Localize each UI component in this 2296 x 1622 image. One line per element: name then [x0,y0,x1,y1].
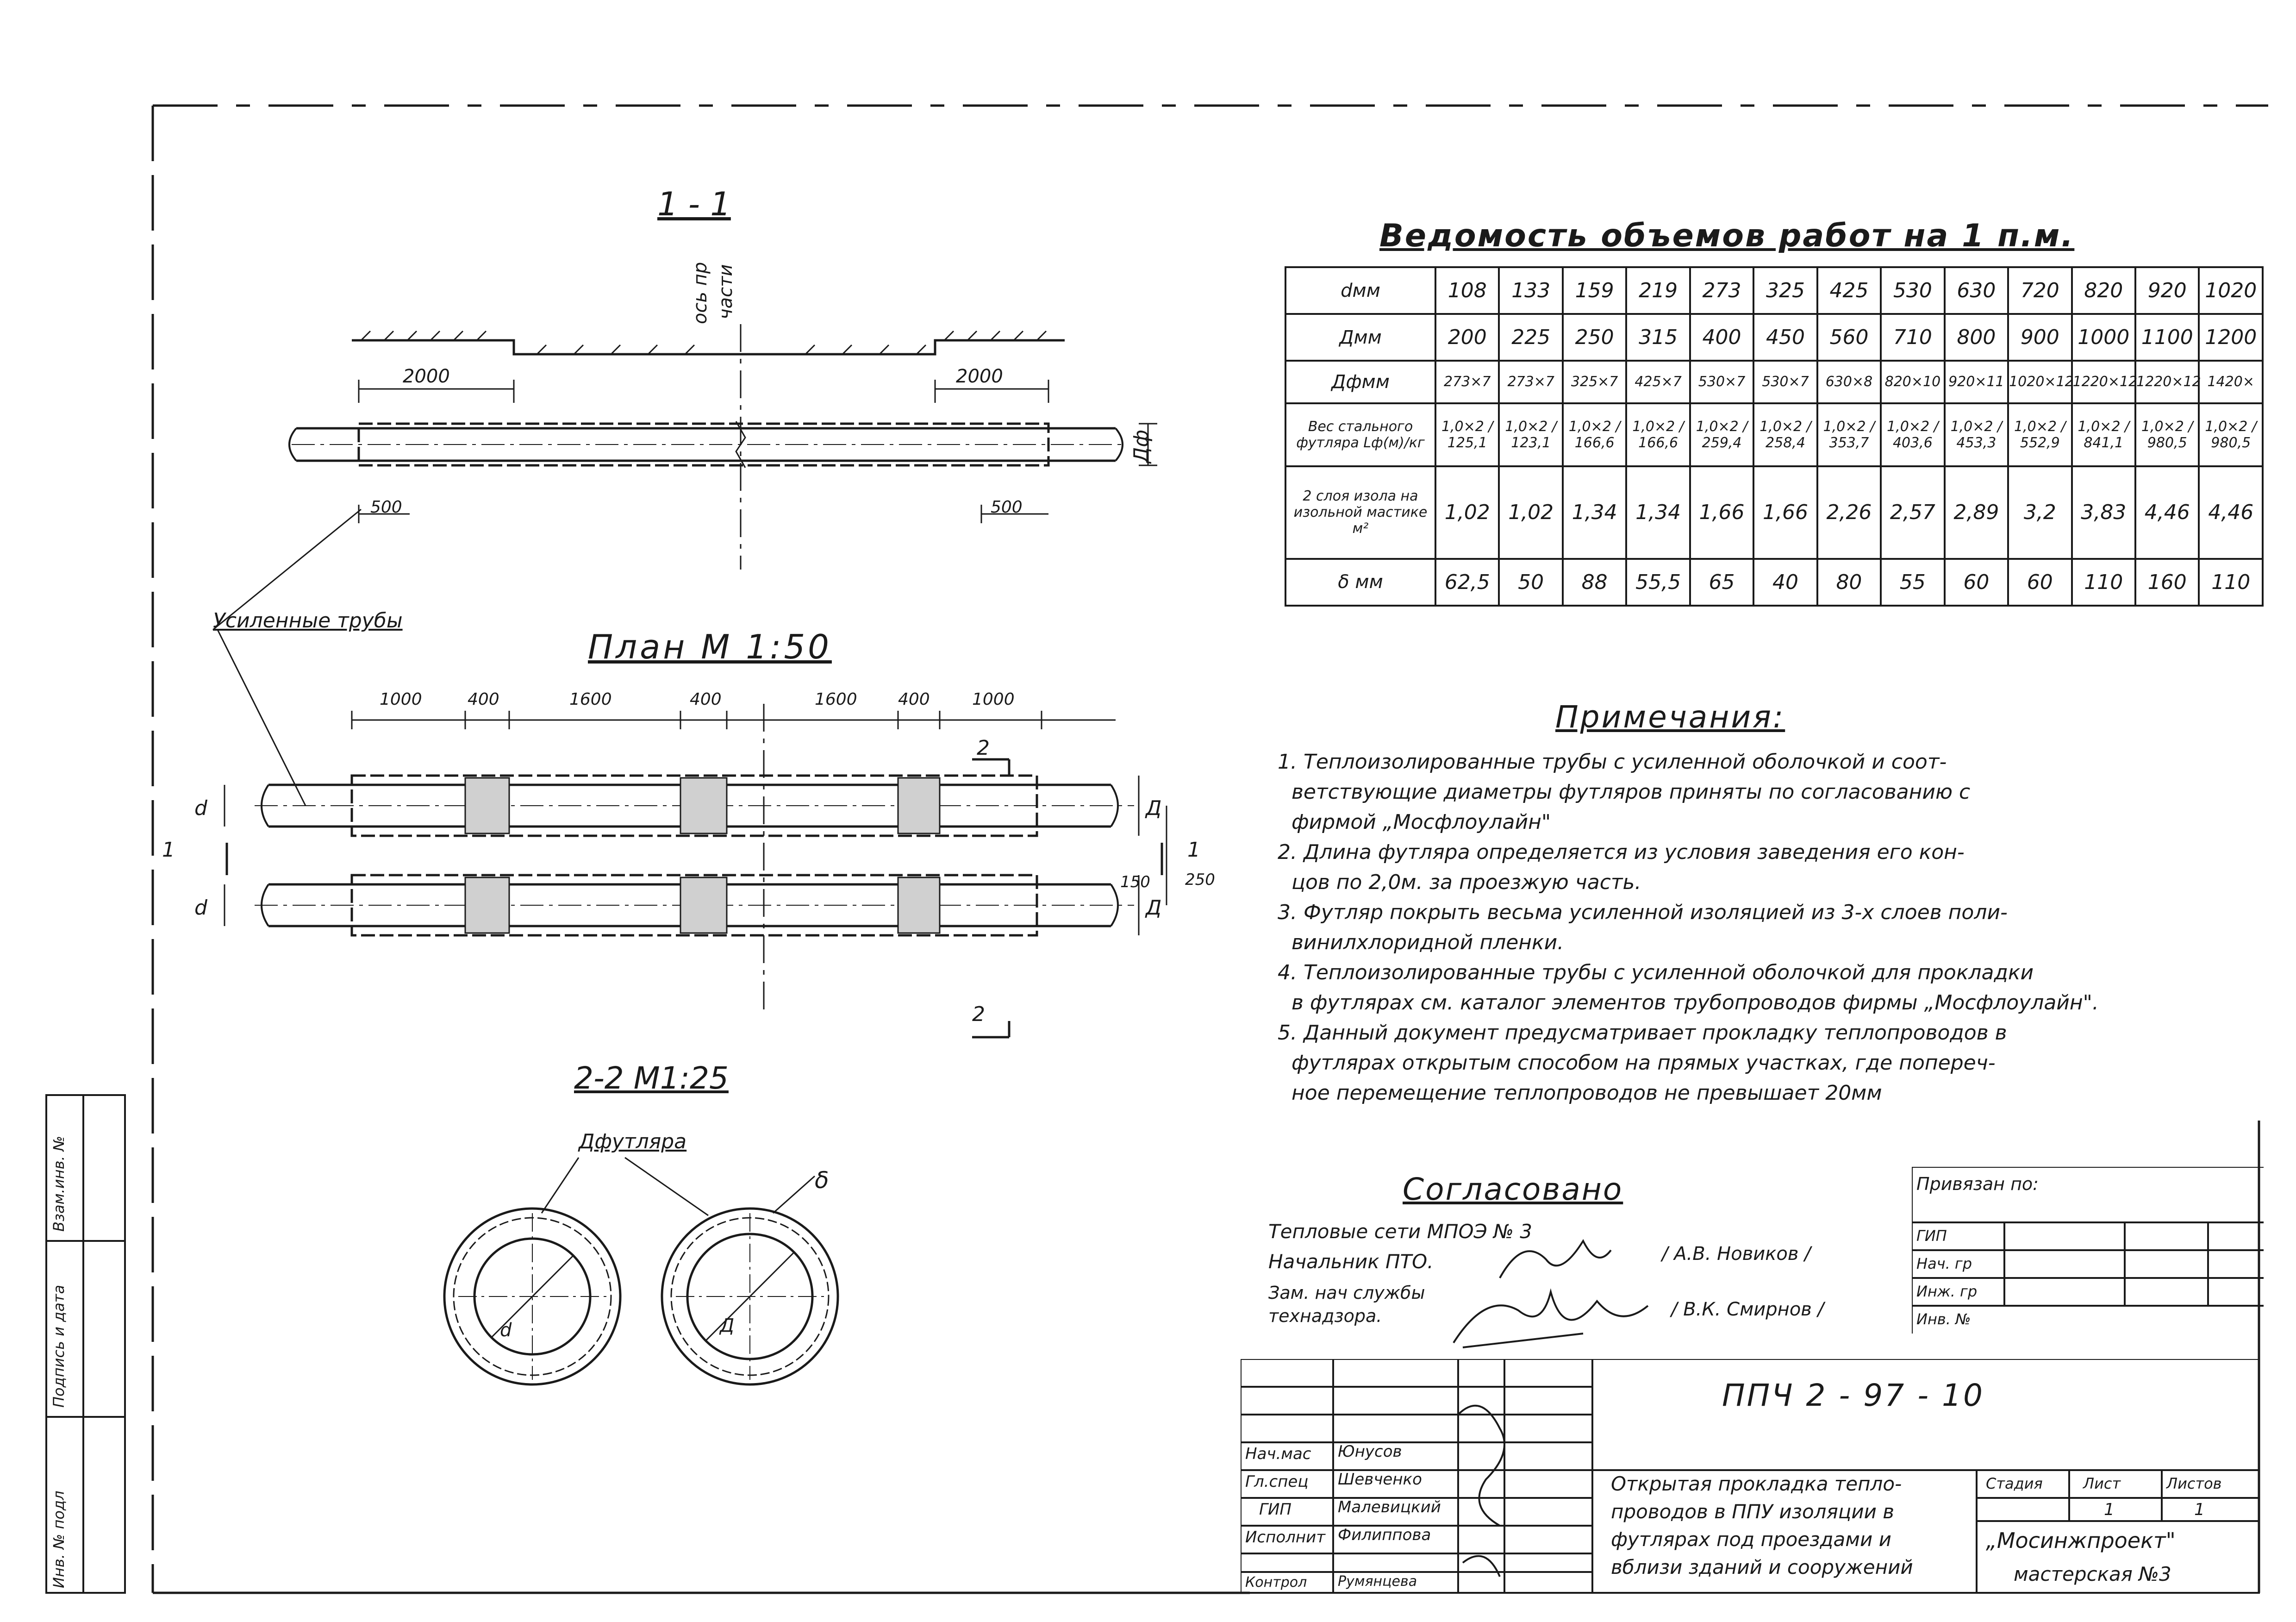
approval-name-2: / В.К. Смирнов / [1671,1299,1824,1320]
table-cell: 55,5 [1626,559,1690,606]
reinforced-pipes-label: Усиленные трубы [213,609,403,633]
person-role: ГИП [1259,1500,1292,1519]
table-cell: 200 [1435,314,1499,361]
table-cell: 1,66 [1753,466,1817,559]
description-line: проводов в ППУ изоляции в [1611,1500,1895,1523]
table-cell: 820×10 [1881,361,1944,403]
binding-title: Привязан по: [1916,1174,2039,1194]
table-cell: 1,0×2 / 552,9 [2008,403,2071,466]
plan-label-D-bottom: Д [1146,896,1162,920]
table-cell: 55 [1881,559,1944,606]
dim-d-f: Дф [1129,430,1153,463]
table-cell: 400 [1690,314,1753,361]
sheet-label: Лист [2083,1475,2121,1492]
table-cell: 1020×12 [2008,361,2071,403]
table-cell: 920 [2135,267,2199,314]
table-cell: 1220×12 [2072,361,2135,403]
plan-dim-250: 250 [1185,870,1215,889]
row-header: 2 слоя изола на изольной мастике м² [1285,466,1435,559]
table-cell: 1,0×2 / 258,4 [1753,403,1817,466]
note-line: 3. Футляр покрыть весьма усиленной изоляцией из 3-х слоев поли- [1278,901,2008,924]
table-cell: 273×7 [1499,361,1562,403]
table-cell: 450 [1753,314,1817,361]
table-cell: 110 [2072,559,2135,606]
binding-row: ГИП [1916,1227,1947,1245]
sheets-value: 1 [2194,1500,2205,1519]
side-stamp-col2: Подпись и дата [50,1284,68,1408]
table-cell: 3,2 [2008,466,2071,559]
dim-500-right: 500 [991,498,1023,517]
approval-org: Тепловые сети МПОЭ № 3 [1268,1220,1532,1243]
table-cell: 1200 [2199,314,2263,361]
plan-label-d-top: d [194,796,207,820]
plan-dim-5: 1600 [815,690,857,709]
plan-dim-6: 400 [898,690,930,709]
plan-drawing [208,685,1204,1046]
table-cell: 60 [2008,559,2071,606]
person-name: Малевицкий [1338,1498,1441,1516]
table-cell: 530×7 [1690,361,1753,403]
axis-label: ось пр [690,262,711,324]
plan-label-d-bottom: d [194,896,207,920]
approval-role-2b: технадзора. [1268,1306,1382,1326]
binding-row: Инж. гр [1916,1283,1978,1300]
approval-name-1: / А.В. Новиков / [1662,1243,1811,1265]
note-line: 5. Данный документ предусматривает прокладку теплопроводов в [1278,1021,2007,1045]
table-cell: 62,5 [1435,559,1499,606]
person-role: Нач.мас [1245,1445,1311,1463]
table-row [1285,559,2263,606]
table-cell: 80 [1817,559,1881,606]
cut-mark-right: 1 [1187,838,1200,862]
note-line: в футлярах см. каталог элементов трубопроводов фирмы „Мосфлоулайн". [1292,991,2099,1015]
table-cell: 1220×12 [2135,361,2199,403]
inner-label-right: Д [720,1315,735,1336]
note-line: цов по 2,0м. за проезжую часть. [1292,870,1641,894]
note-line: фирмой „Мосфлоулайн" [1292,810,1551,834]
person-name: Шевченко [1338,1470,1422,1489]
row-header: Дфмм [1285,361,1435,403]
table-cell: 630×8 [1817,361,1881,403]
section-2-2-drawing [440,1148,856,1426]
table-cell: 110 [2199,559,2263,606]
table-cell: 1020 [2199,267,2263,314]
note-line: футлярах открытым способом на прямых участках, где попереч- [1292,1051,1996,1075]
plan-dim-4: 400 [690,690,722,709]
table-cell: 1,34 [1563,466,1626,559]
cut-mark-bottom: 2 [972,1002,985,1026]
table-cell: 720 [2008,267,2071,314]
table-cell: 273 [1690,267,1753,314]
table-cell: 250 [1563,314,1626,361]
table-cell: 1,0×2 / 453,3 [1945,403,2008,466]
plan-title: План М 1:50 [588,627,832,666]
case-label: Дфутляра [579,1130,687,1153]
table-cell: 1,02 [1435,466,1499,559]
table-cell: 1,0×2 / 353,7 [1817,403,1881,466]
person-name: Румянцева [1338,1573,1417,1590]
table-row [1285,267,2263,314]
note-line: 2. Длина футляра определяется из условия заведения его кон- [1278,840,1965,864]
table-cell: 65 [1690,559,1753,606]
table-cell: 225 [1499,314,1562,361]
volume-table [1285,266,2264,607]
table-cell: 60 [1945,559,2008,606]
plan-dim-1: 1000 [380,690,422,709]
dim-500-left: 500 [370,498,402,517]
table-cell: 159 [1563,267,1626,314]
dim-2000-right: 2000 [956,366,1003,387]
table-cell: 1,66 [1690,466,1753,559]
org-line-1: „Мосинжпроект" [1986,1528,2176,1553]
table-cell: 50 [1499,559,1562,606]
person-role: Гл.спец [1245,1472,1309,1491]
table-cell: 1,0×2 / 123,1 [1499,403,1562,466]
table-cell: 710 [1881,314,1944,361]
plan-dim-7: 1000 [972,690,1015,709]
table-cell: 1,0×2 / 166,6 [1626,403,1690,466]
org-line-2: мастерская №3 [2014,1563,2171,1585]
table-cell: 325 [1753,267,1817,314]
note-line: винилхлоридной пленки. [1292,931,1564,954]
person-role: Исполнит [1245,1528,1326,1547]
table-cell: 273×7 [1435,361,1499,403]
axis-label-2: части [715,264,736,319]
dim-2000-left: 2000 [403,366,450,387]
row-header: Дмм [1285,314,1435,361]
table-cell: 88 [1563,559,1626,606]
table-cell: 800 [1945,314,2008,361]
table-cell: 2,57 [1881,466,1944,559]
table-cell: 2,26 [1817,466,1881,559]
inner-label-left: d [500,1320,512,1341]
section-1-1-title: 1 - 1 [657,185,731,223]
table-cell: 820 [2072,267,2135,314]
table-cell: 425×7 [1626,361,1690,403]
table-cell: 1420× [2199,361,2263,403]
description-line: Открытая прокладка тепло- [1611,1472,1902,1495]
side-stamp-col3: Взам.инв. № [50,1135,68,1232]
table-cell: 4,46 [2199,466,2263,559]
description-line: футлярах под проездами и [1611,1528,1891,1551]
plan-dim-3: 1600 [569,690,612,709]
row-header: dмм [1285,267,1435,314]
table-cell: 325×7 [1563,361,1626,403]
plan-label-D-top: Д [1146,796,1162,820]
section-2-2-title: 2-2 М1:25 [574,1060,729,1096]
table-cell: 530 [1881,267,1944,314]
stage-label: Стадия [1986,1475,2043,1492]
person-role: Контрол [1245,1574,1307,1591]
person-name: Филиппова [1338,1526,1431,1544]
table-cell: 1,0×2 / 125,1 [1435,403,1499,466]
cut-mark-top: 2 [977,736,990,760]
plan-dim-2: 400 [468,690,499,709]
table-row [1285,361,2263,403]
table-cell: 560 [1817,314,1881,361]
title-block-code: ППЧ 2 - 97 - 10 [1722,1378,1984,1413]
table-cell: 219 [1626,267,1690,314]
table-cell: 133 [1499,267,1562,314]
table-cell: 530×7 [1753,361,1817,403]
description-line: вблизи зданий и сооружений [1611,1556,1913,1578]
note-line: 4. Теплоизолированные трубы с усиленной оболочкой для прокладки [1278,961,2034,984]
table-cell: 2,89 [1945,466,2008,559]
note-line: ветствующие диаметры футляров приняты по согласованию с [1292,780,1971,804]
note-line: ное перемещение теплопроводов не превышает 20мм [1292,1081,1882,1105]
table-cell: 1100 [2135,314,2199,361]
sheet-value: 1 [2104,1500,2115,1519]
table-cell: 425 [1817,267,1881,314]
plan-dim-150: 150 [1120,873,1150,891]
approval-title: Согласовано [1403,1171,1623,1207]
person-name: Юнусов [1338,1442,1402,1461]
table-cell: 40 [1753,559,1817,606]
table-cell: 108 [1435,267,1499,314]
approval-role-2a: Зам. нач службы [1268,1283,1425,1303]
table-row [1285,466,2263,559]
binding-grid [1912,1167,2264,1380]
table-cell: 1,34 [1626,466,1690,559]
table-row [1285,403,2263,466]
binding-row: Инв. № [1916,1310,1971,1328]
table-cell: 1,0×2 / 403,6 [1881,403,1944,466]
table-cell: 900 [2008,314,2071,361]
table-cell: 630 [1945,267,2008,314]
table-cell: 4,46 [2135,466,2199,559]
table-cell: 1,0×2 / 166,6 [1563,403,1626,466]
table-cell: 1,0×2 / 980,5 [2199,403,2263,466]
table-cell: 920×11 [1945,361,2008,403]
table-cell: 3,83 [2072,466,2135,559]
side-stamp-col1: Инв. № подл [50,1490,68,1588]
approval-signatures [1444,1222,1685,1371]
table-cell: 1,0×2 / 980,5 [2135,403,2199,466]
table-cell: 315 [1626,314,1690,361]
row-header: δ мм [1285,559,1435,606]
table-row [1285,314,2263,361]
table-cell: 1000 [2072,314,2135,361]
delta-label: δ [815,1167,829,1194]
cut-mark-left: 1 [162,838,175,862]
table-cell: 160 [2135,559,2199,606]
note-line: 1. Теплоизолированные трубы с усиленной оболочкой и соот- [1278,750,1947,774]
notes-title: Примечания: [1555,699,1785,735]
table-cell: 1,0×2 / 259,4 [1690,403,1753,466]
row-header: Вес стального футляра Lф(м)/кг [1285,403,1435,466]
table-cell: 1,02 [1499,466,1562,559]
approval-role-1: Начальник ПТО. [1268,1250,1434,1273]
table-cell: 1,0×2 / 841,1 [2072,403,2135,466]
sheets-label: Листов [2166,1475,2222,1492]
binding-row: Нач. гр [1916,1255,1972,1272]
volume-table-title: Ведомость объемов работ на 1 п.м. [1379,218,2075,254]
